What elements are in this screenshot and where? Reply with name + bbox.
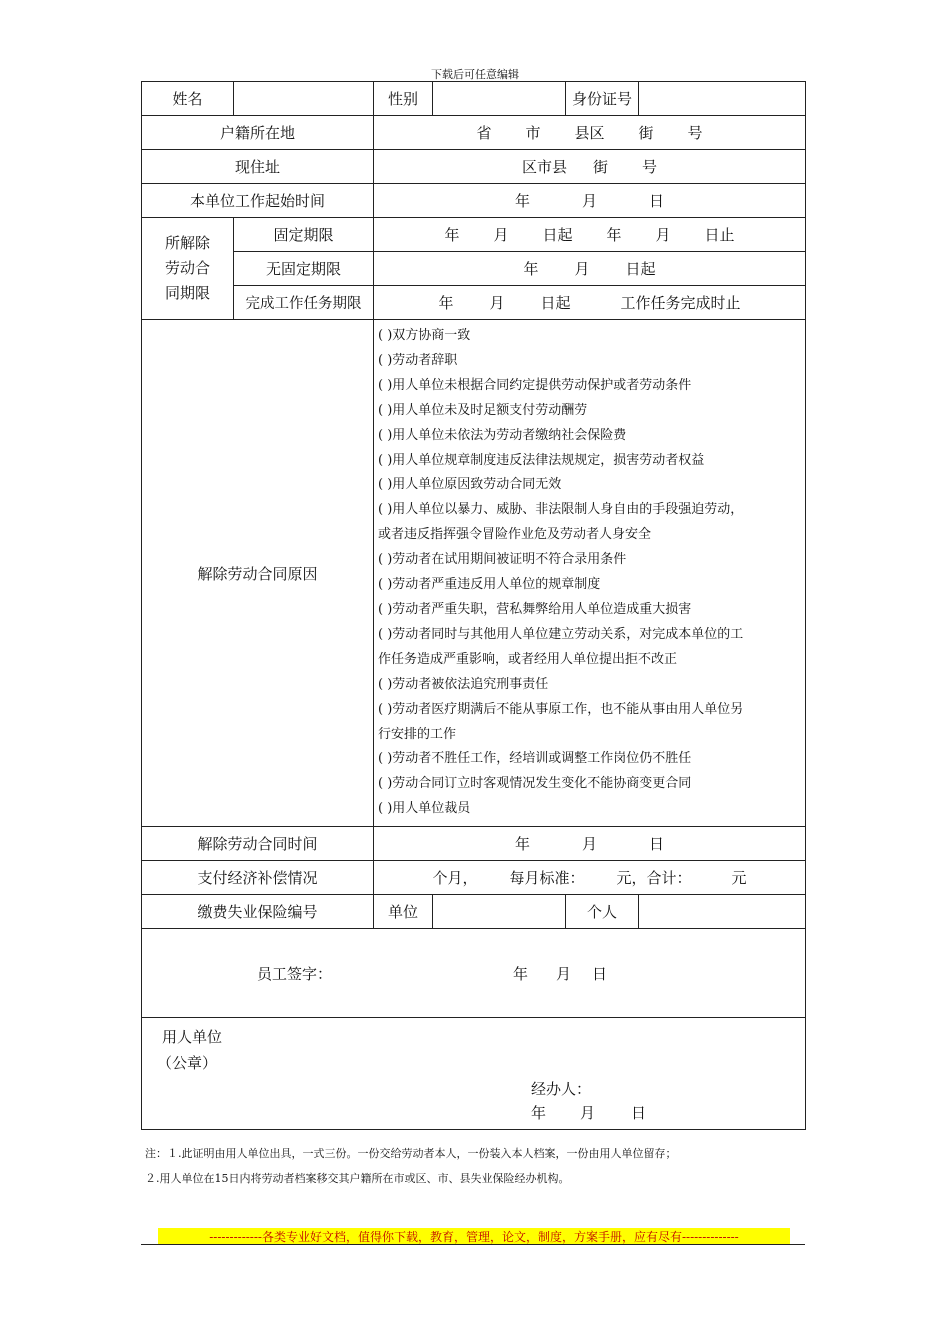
fixed-period-label: 固定期限: [234, 218, 374, 252]
comp-yuan: 元: [731, 869, 747, 888]
reason-item[interactable]: ( )劳动者不胜任工作，经培训或调整工作岗位仍不胜任: [378, 751, 692, 767]
start-ri: 日: [649, 192, 665, 210]
emp-ri: 日: [631, 1104, 647, 1123]
hukou-sheng: 省: [476, 124, 492, 142]
reason-item[interactable]: ( )劳动者严重违反用人单位的规章制度: [378, 577, 601, 593]
employer-stamp: （公章）: [157, 1054, 218, 1073]
row-start-time: [142, 184, 806, 218]
task-end: 工作任务完成时止: [620, 294, 741, 312]
current-address-field[interactable]: [374, 150, 806, 184]
term-ri: 日: [649, 835, 665, 854]
row-compensation: [142, 861, 806, 895]
note-line-2: ２.用人单位在15日内将劳动者档案移交其户籍所在市或区、市、县失业保险经办机构。: [145, 1172, 570, 1185]
insurance-unit-field[interactable]: [433, 895, 566, 929]
sig-ri: 日: [592, 965, 608, 984]
termination-time-label: 解除劳动合同时间: [142, 827, 374, 861]
gender-label: 性别: [374, 82, 433, 116]
sig-yue: 月: [556, 965, 572, 984]
task-period-label: 完成工作任务期限: [234, 286, 374, 320]
insurance-unit-label: 单位: [374, 895, 433, 929]
fixed-yue1: 月: [493, 226, 509, 244]
footer-divider: [141, 1244, 805, 1245]
reason-item[interactable]: ( )劳动者辞职: [378, 352, 458, 368]
reason-item[interactable]: ( )劳动者医疗期满后不能从事原工作，也不能从事由用人单位另: [378, 701, 744, 717]
open-riqi: 日起: [625, 260, 656, 278]
sig-nian: 年: [513, 965, 529, 984]
reason-item[interactable]: ( )劳动者被依法追究刑事责任: [378, 676, 549, 692]
compensation-label: 支付经济补偿情况: [142, 861, 374, 895]
name-label: 姓名: [142, 82, 234, 116]
signature-cell[interactable]: [142, 929, 806, 1018]
employer-label: 用人单位: [162, 1028, 223, 1047]
row-period-fixed: [142, 218, 806, 252]
reason-item[interactable]: ( )劳动者同时与其他用人单位建立劳动关系，对完成本单位的工: [378, 626, 744, 642]
addr-jie: 街: [592, 158, 608, 176]
comp-total: 元，合计：: [616, 869, 692, 888]
header-note: 下载后可任意编辑: [431, 68, 519, 81]
emp-nian: 年: [531, 1104, 547, 1123]
addr-hao: 号: [642, 158, 658, 176]
hukou-shi: 市: [525, 124, 541, 142]
fixed-rizhi: 日止: [704, 226, 735, 244]
hukou-hao: 号: [687, 124, 703, 142]
note-line-1: 注：１.此证明由用人单位出具，一式三份。一份交给劳动者本人，一份装入本人档案，一份由用人单位留存；: [145, 1147, 677, 1160]
compensation-field[interactable]: [374, 861, 806, 895]
row-current-address: [142, 150, 806, 184]
footer-banner: -------------各类专业好文档，值得你下载，教育，管理，论文，制度，方案手册，应有尽有--------------: [158, 1228, 790, 1245]
reason-item-continuation: 行安排的工作: [378, 726, 457, 742]
start-nian: 年: [514, 192, 530, 210]
reason-item-continuation: 作任务造成严重影响，或者经用人单位提出拒不改正: [378, 651, 678, 667]
insurance-personal-field[interactable]: [639, 895, 806, 929]
handler-label: 经办人：: [531, 1080, 592, 1099]
reason-item-continuation: 或者违反指挥强令冒险作业危及劳动者人身安全: [378, 527, 652, 543]
comp-standard: 每月标准：: [509, 869, 585, 888]
period-label: [142, 218, 234, 320]
period-label-line2: 劳动合: [164, 259, 210, 277]
hukou-field[interactable]: [374, 116, 806, 150]
start-yue: 月: [581, 192, 597, 210]
employer-cell[interactable]: [142, 1018, 806, 1130]
reason-item[interactable]: ( )劳动者严重失职，营私舞弊给用人单位造成重大损害: [378, 601, 692, 617]
row-insurance: [142, 895, 806, 929]
hukou-xianqu: 县区: [574, 124, 605, 142]
task-period-field[interactable]: [374, 286, 806, 320]
fixed-nian2: 年: [606, 226, 622, 244]
fixed-nian1: 年: [444, 226, 460, 244]
reasons-label: 解除劳动合同原因: [142, 320, 374, 827]
addr-qushixian: 区市县: [521, 158, 567, 176]
fixed-yue2: 月: [655, 226, 671, 244]
reason-item[interactable]: ( )劳动者在试用期间被证明不符合录用条件: [378, 552, 627, 568]
id-label: 身份证号: [566, 82, 639, 116]
task-yue: 月: [489, 294, 505, 312]
term-nian: 年: [514, 835, 530, 854]
reason-item[interactable]: ( )用人单位规章制度违反法律法规规定，损害劳动者权益: [378, 452, 705, 468]
row-reasons: [142, 320, 806, 827]
open-yue: 月: [574, 260, 590, 278]
row-signature: [142, 929, 806, 1018]
fixed-period-field[interactable]: [374, 218, 806, 252]
row-hukou: [142, 116, 806, 150]
open-period-label: 无固定期限: [234, 252, 374, 286]
termination-certificate-form: [141, 81, 806, 1130]
reason-item[interactable]: ( )双方协商一致: [378, 328, 471, 343]
emp-yue: 月: [580, 1104, 596, 1123]
reason-item[interactable]: ( )劳动合同订立时客观情况发生变化不能协商变更合同: [378, 776, 692, 792]
gender-field[interactable]: [433, 82, 566, 116]
period-label-line1: 所解除: [164, 234, 210, 252]
row-employer: [142, 1018, 806, 1130]
reason-item[interactable]: ( )用人单位未依法为劳动者缴纳社会保险费: [378, 427, 627, 443]
comp-months: 个月，: [432, 869, 478, 888]
open-period-field[interactable]: [374, 252, 806, 286]
signature-label: 员工签字：: [257, 965, 333, 984]
reason-item[interactable]: ( )用人单位裁员: [378, 801, 471, 817]
insurance-label: 缴费失业保险编号: [142, 895, 374, 929]
reason-item[interactable]: ( )用人单位未根据合同约定提供劳动保护或者劳动条件: [378, 377, 692, 393]
current-address-label: 现住址: [142, 150, 374, 184]
row-termination-time: [142, 827, 806, 861]
id-field[interactable]: [639, 82, 806, 116]
task-nian: 年: [438, 294, 454, 312]
reasons-list: [374, 320, 806, 827]
row-period-task: [142, 286, 806, 320]
reason-item[interactable]: ( )用人单位原因致劳动合同无效: [378, 477, 562, 493]
term-yue: 月: [581, 835, 597, 854]
row-period-open: [142, 252, 806, 286]
open-nian: 年: [523, 260, 539, 278]
period-label-line3: 同期限: [164, 284, 210, 302]
insurance-personal-label: 个人: [566, 895, 639, 929]
fixed-riqi: 日起: [542, 226, 573, 244]
name-field[interactable]: [234, 82, 374, 116]
row-basic-info: [142, 82, 806, 116]
start-time-field[interactable]: [374, 184, 806, 218]
task-riqi: 日起: [540, 294, 571, 312]
reason-item[interactable]: ( )用人单位以暴力、威胁、非法限制人身自由的手段强迫劳动，: [378, 502, 744, 518]
reason-item[interactable]: ( )用人单位未及时足额支付劳动酬劳: [378, 402, 588, 418]
start-time-label: 本单位工作起始时间: [142, 184, 374, 218]
termination-time-field[interactable]: [374, 827, 806, 861]
hukou-label: 户籍所在地: [142, 116, 374, 150]
hukou-jie: 街: [638, 124, 654, 142]
